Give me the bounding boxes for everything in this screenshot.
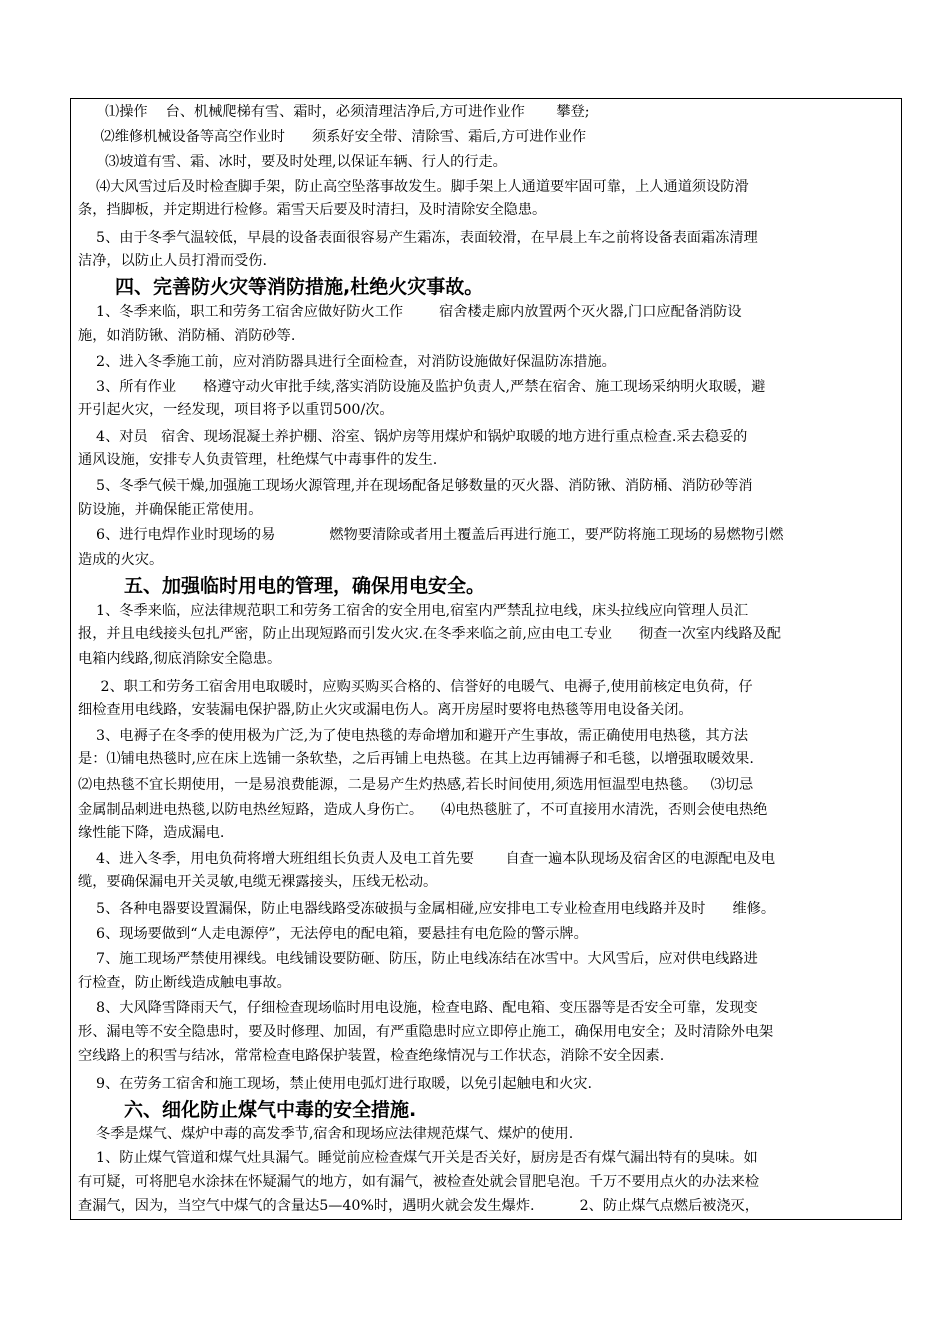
paragraph-line: 通风设施，安排专人负责管理，杜绝煤气中毒事件的发生. bbox=[78, 452, 438, 468]
paragraph-line: 9、在劳务工宿舍和施工现场，禁止使用电弧灯进行取暖，以免引起触电和火灾. bbox=[78, 1076, 592, 1092]
paragraph-line: 2、进入冬季施工前，应对消防器具进行全面检查，对消防设施做好保温防冻措施。 bbox=[78, 354, 616, 370]
paragraph-line: ⑴操作 台、机械爬梯有雪、霜时，必须清理洁净后,方可进作业作 攀登; bbox=[78, 104, 590, 120]
paragraph-line: 电箱内线路,彻底消除安全隐患。 bbox=[78, 651, 282, 667]
section-heading: 四、完善防火灾等消防措施,杜绝火灾事故。 bbox=[115, 276, 484, 298]
paragraph-line: ⑷大风雪过后及时检查脚手架，防止高空坠落事故发生。脚手架上人通道要牢固可靠，上人通道须设防滑 bbox=[78, 179, 749, 195]
paragraph-line: 是：⑴铺电热毯时,应在床上选铺一条软垫，之后再铺上电热毯。在其上边再铺褥子和毛毯，以增强取暖效果. bbox=[78, 751, 754, 767]
paragraph-line: 洁净，以防止人员打滑而受伤. bbox=[78, 253, 267, 269]
paragraph-line: 细检查用电线路，安装漏电保护器,防止火灾或漏电伤人。离开房屋时要将电热毯等用电设备关闭。 bbox=[78, 702, 693, 718]
paragraph-line: 形、漏电等不安全隐患时，要及时修理、加固，有严重隐患时应立即停止施工，确保用电安全；及时清除外电架 bbox=[78, 1024, 774, 1040]
paragraph-line: ⑶坡道有雪、霜、冰时，要及时处理,以保证车辆、行人的行走。 bbox=[78, 154, 507, 170]
paragraph-line: 缘性能下降，造成漏电. bbox=[78, 825, 225, 841]
paragraph-line: 行检查，防止断线造成触电事故。 bbox=[78, 975, 291, 991]
paragraph-line: 施，如消防锹、消防桶、消防砂等. bbox=[78, 328, 296, 344]
paragraph-line: 冬季是煤气、煤炉中毒的高发季节,宿舍和现场应法律规范煤气、煤炉的使用. bbox=[78, 1126, 574, 1142]
paragraph-line: 防设施，并确保能正常使用。 bbox=[78, 502, 263, 518]
paragraph-line: 1、冬季来临，应法律规范职工和劳务工宿舍的安全用电,宿室内严禁乱拉电线，床头拉线应向管理人员汇 bbox=[78, 603, 749, 619]
paragraph-line: 缆，要确保漏电开关灵敏,电缆无裸露接头，压线无松动。 bbox=[78, 874, 438, 890]
section-heading: 六、细化防止煤气中毒的安全措施. bbox=[124, 1099, 417, 1121]
paragraph-line: ⑵维修机械设备等高空作业时 须系好安全带、清除雪、霜后,方可进作业作 bbox=[78, 129, 587, 145]
paragraph-line: 造成的火灾。 bbox=[78, 552, 164, 568]
paragraph-line: 8、大风降雪降雨天气，仔细检查现场临时用电设施，检查电路、配电箱、变压器等是否安全可靠，发现变 bbox=[78, 1000, 758, 1016]
paragraph-line: 开引起火灾，一经发现，项目将予以重罚500/次。 bbox=[78, 402, 394, 418]
paragraph-line: 3、电褥子在冬季的使用极为广泛,为了使电热毯的寿命增加和避开产生事故，需正确使用电热毯，其方法 bbox=[78, 728, 749, 744]
paragraph-line: 3、所有作业 格遵守动火审批手续,落实消防设施及监护负责人,严禁在宿舍、施工现场采纳明火取暖，避 bbox=[78, 379, 766, 395]
paragraph-line: ⑵电热毯不宜长期使用，一是易浪费能源，二是易产生灼热感,若长时间使用,须选用恒温型电热毯。 ⑶切忌 bbox=[78, 777, 754, 793]
paragraph-line: 有可疑，可将肥皂水涂抹在怀疑漏气的地方，如有漏气，被检查处就会冒肥皂泡。千万不要用点火的办法来检 bbox=[78, 1174, 760, 1190]
section-heading: 五、加强临时用电的管理，确保用电安全。 bbox=[124, 575, 486, 597]
paragraph-line: 5、由于冬季气温较低，早晨的设备表面很容易产生霜冻，表面较滑，在早晨上车之前将设备表面霜冻清理 bbox=[78, 230, 758, 246]
paragraph-line: 7、施工现场严禁使用裸线。电线铺设要防砸、防压，防止电线冻结在冰雪中。大风雪后，应对供电线路进 bbox=[78, 951, 758, 967]
paragraph-line: 报，并且电线接头包扎严密，防止出现短路而引发火灾.在冬季来临之前,应由电工专业 彻查一次室内线路及配 bbox=[78, 626, 781, 642]
paragraph-line: 2、职工和劳务工宿舍用电取暖时，应购买购买合格的、信誉好的电暖气、电褥子,使用前核定电负荷，仔 bbox=[78, 679, 753, 695]
paragraph-line: 4、对员 宿舍、现场混凝土养护棚、浴室、锅炉房等用煤炉和锅炉取暖的地方进行重点检查.采去稳妥的 bbox=[78, 429, 748, 445]
paragraph-line: 空线路上的积雪与结冰，常常检查电路保护装置，检查绝缘情况与工作状态，消除不安全因素. bbox=[78, 1048, 665, 1064]
paragraph-line: 4、进入冬季，用电负荷将增大班组组长负责人及电工首先要 自查一遍本队现场及宿舍区的电源配电及电 bbox=[78, 851, 776, 867]
paragraph-line: 5、冬季气候干燥,加强施工现场火源管理,并在现场配备足够数量的灭火器、消防锹、消防桶、消防砂等消 bbox=[78, 478, 753, 494]
paragraph-line: 6、进行电焊作业时现场的易 燃物要清除或者用土覆盖后再进行施工，要严防将施工现场的易燃物引燃 bbox=[78, 527, 784, 543]
paragraph-line: 1、防止煤气管道和煤气灶具漏气。睡觉前应检查煤气开关是否关好，厨房是否有煤气漏出特有的臭味。如 bbox=[78, 1150, 758, 1166]
paragraph-line: 查漏气，因为，当空气中煤气的含量达5—40%时，遇明火就会发生爆炸. 2、防止煤气点燃后被浇灭， bbox=[78, 1198, 759, 1214]
paragraph-line: 1、冬季来临，职工和劳务工宿舍应做好防火工作 宿舍楼走廊内放置两个灭火器,门口应配备消防设 bbox=[78, 304, 742, 320]
paragraph-line: 5、各种电器要设置漏保，防止电器线路受冻破损与金属相碰,应安排电工专业检查用电线路并及时 维修。 bbox=[78, 901, 776, 917]
paragraph-line: 6、现场要做到“人走电源停”，无法停电的配电箱，要悬挂有电危险的警示牌。 bbox=[78, 926, 588, 942]
paragraph-line: 条，挡脚板，并定期进行检修。霜雪天后要及时清扫，及时清除安全隐患。 bbox=[78, 202, 547, 218]
paragraph-line: 金属制品刺进电热毯,以防电热丝短路，造成人身伤亡。 ⑷电热毯脏了，不可直接用水清洗，否则会使电热绝 bbox=[78, 802, 768, 818]
